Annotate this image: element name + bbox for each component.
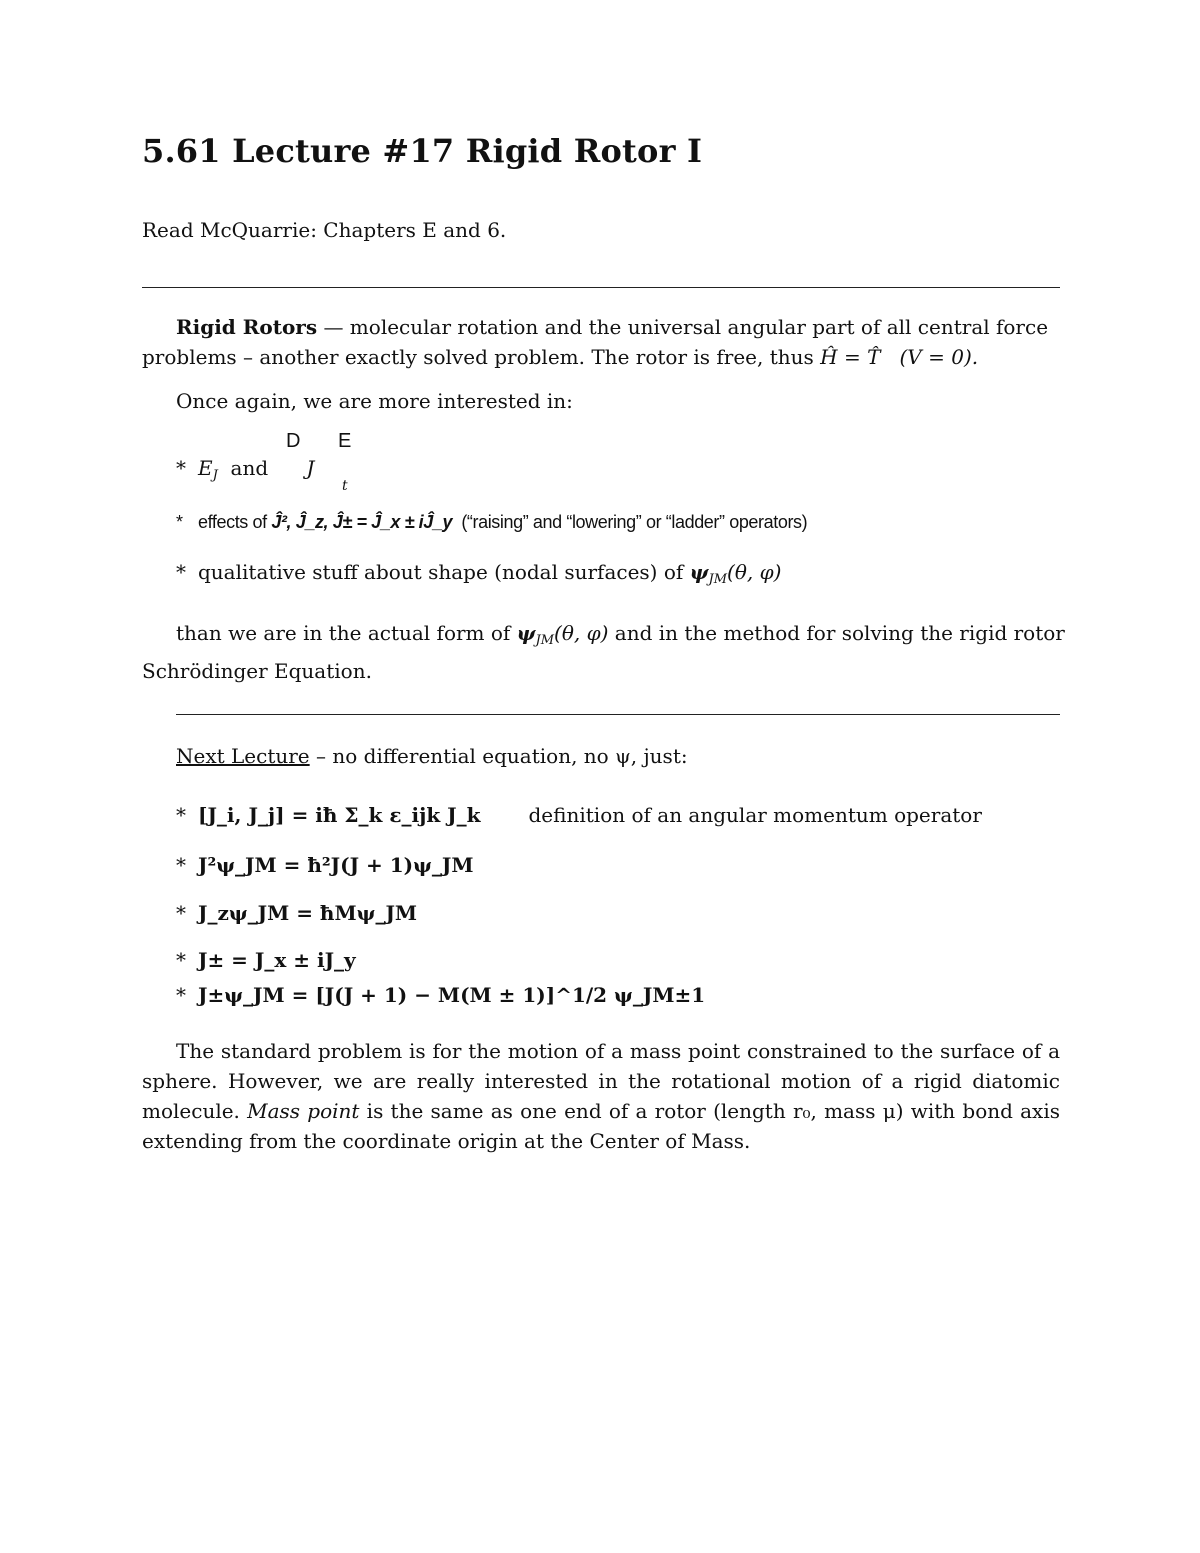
ladder-definition: J± = J_x ± iJ_y [198,948,356,972]
list-item: * J²ψ_JM = ħ²J(J + 1)ψ_JM [176,853,474,877]
operator-list: Ĵ², Ĵ_z, Ĵ± = Ĵ_x ± iĴ_y [271,512,453,532]
effects-prefix: effects of [198,512,267,532]
potential-condition: (V = 0). [899,345,979,369]
mass-point-emphasis: Mass point [247,1099,360,1123]
wavefunction-args: (θ, φ) [727,560,782,584]
section-divider [142,287,1060,288]
ladder-note: (“raising” and “lowering” or “ladder” operators) [461,512,808,532]
next-lecture-text: – no differential equation, no ψ, just: [309,744,688,768]
wavefunction-subscript: JM [708,572,728,587]
jz-eigen: J_zψ_JM = ħMψ_JM [198,901,418,925]
list-item: * J± = J_x ± iJ_y [176,948,356,972]
standard-text-2: is the same as one end of a rotor (length r₀, mass μ) with bond axis extending from the coordinate origin at the Center of Mass. [142,1099,1060,1153]
reading-assignment: Read McQuarrie: Chapters E and 6. [142,218,507,242]
list-item: * $E_J$ and J [176,456,315,483]
intro-text-2: problems – another exactly solved problem. The rotor is free, thus [142,345,814,369]
ladder-action: J±ψ_JM = [J(J + 1) − M(M ± 1)]^1/2 ψ_JM±1 [198,983,706,1007]
than-text-b: and in the method for solving the rigid rotor [608,621,1065,645]
intro-text-1: — molecular rotation and the universal angular part of all central force [317,315,1049,339]
energy-symbol: E [198,456,213,480]
intro-term: Rigid Rotors [176,315,318,339]
intro-paragraph [142,312,1092,372]
shape-text: qualitative stuff about shape (nodal surfaces) of [198,560,684,584]
than-line-2: Schrödinger Equation. [142,659,372,683]
wavefunction-symbol: ψ [516,621,536,645]
expectation-symbol: J [306,456,315,480]
and-word: and [230,456,269,480]
bracket-glyphs: D E [286,430,368,452]
list-item: * [J_i, J_j] = iħ Σ_k ε_ijk J_k definition of an angular momentum operator [176,803,982,827]
hamiltonian-equation: Ĥ = T̂ [820,345,881,369]
commutator-description: definition of an angular momentum operator [528,803,982,827]
standard-text-1: The standard problem is for the motion of a mass point constrained to the surface of a sphere. However, we are really interested in the rotational motion of a rigid diatomic molecule. [142,1039,1060,1123]
standard-problem-paragraph [142,1036,1060,1156]
intro-line-2 [142,342,1092,372]
list-item: * J_zψ_JM = ħMψ_JM [176,901,418,925]
time-subscript: t [342,478,348,494]
intro-line-1 [142,312,1092,342]
than-line-1 [142,618,1092,656]
commutator-relation: [J_i, J_j] = iħ Σ_k ε_ijk J_k [198,803,481,827]
wavefunction-subscript: JM [535,633,555,648]
than-paragraph [142,618,1092,686]
j-squared-eigen: J²ψ_JM = ħ²J(J + 1)ψ_JM [198,853,474,877]
once-again-line: Once again, we are more interested in: [176,389,573,413]
next-lecture-label: Next Lecture [176,744,310,768]
wavefunction-symbol: ψ [689,560,709,584]
next-lecture-line [142,741,1126,771]
section-divider [176,714,1060,715]
list-item: * effects of Ĵ², Ĵ_z, Ĵ± = Ĵ_x ± iĴ_y (“raising” and “lowering” or “ladder” operators) [176,512,808,532]
than-text-a: than we are in the actual form of [176,621,517,645]
list-item: * J±ψ_JM = [J(J + 1) − M(M ± 1)]^1/2 ψ_JM±1 [176,983,706,1007]
energy-subscript: J [212,468,218,483]
page-title: 5.61 Lecture #17 Rigid Rotor I [142,132,703,170]
wavefunction-args: (θ, φ) [554,621,609,645]
list-item: * qualitative stuff about shape (nodal surfaces) of $\psi_{JM}(\theta$, φ) [176,560,782,587]
